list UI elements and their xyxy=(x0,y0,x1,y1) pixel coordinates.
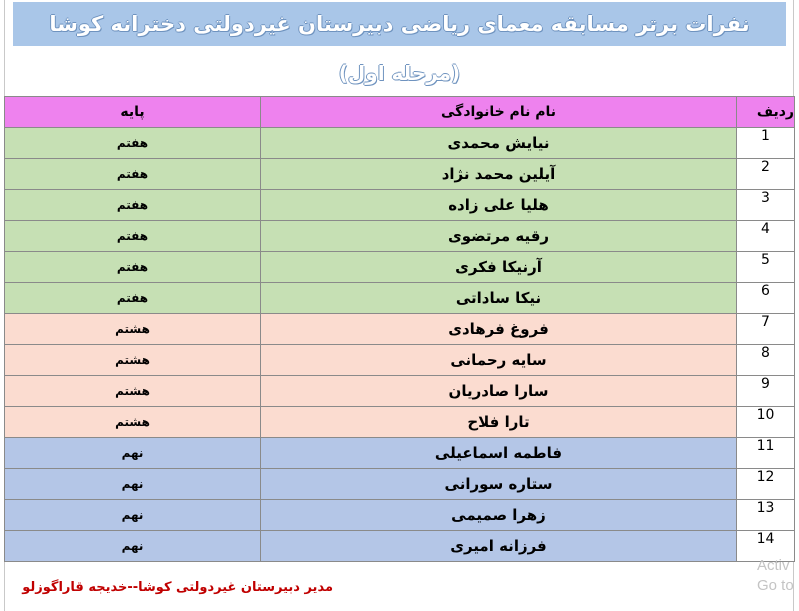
row-name: هلیا علی زاده xyxy=(261,190,737,221)
row-name: سارا صادریان xyxy=(261,376,737,407)
row-grade: هفتم xyxy=(5,159,261,190)
row-number: 1 xyxy=(737,128,795,159)
table-body xyxy=(5,128,795,562)
row-number: 11 xyxy=(737,438,795,469)
row-number: 4 xyxy=(737,221,795,252)
table-row xyxy=(5,438,795,469)
row-grade: هفتم xyxy=(5,283,261,314)
table-row xyxy=(5,221,795,252)
row-name: زهرا صمیمی xyxy=(261,500,737,531)
subtitle-text: (مرحله اول) xyxy=(338,61,461,85)
table-row xyxy=(5,159,795,190)
row-number: 13 xyxy=(737,500,795,531)
activation-watermark xyxy=(757,556,794,596)
header-grade: پایه xyxy=(5,97,261,128)
row-number: 9 xyxy=(737,376,795,407)
row-grade: نهم xyxy=(5,438,261,469)
watermark-line-2: Go to xyxy=(757,577,794,594)
page-title: نفرات برتر مسابقه معمای ریاضی دبیرستان غیردولتی دخترانه کوشا xyxy=(49,12,750,36)
row-name: نیکا ساداتی xyxy=(261,283,737,314)
row-name: نیایش محمدی xyxy=(261,128,737,159)
row-number: 10 xyxy=(737,407,795,438)
table-row xyxy=(5,283,795,314)
table-row xyxy=(5,376,795,407)
row-name: آیلین محمد نژاد xyxy=(261,159,737,190)
row-name: آرنیکا فکری xyxy=(261,252,737,283)
row-grade: هفتم xyxy=(5,221,261,252)
row-grade: هفتم xyxy=(5,128,261,159)
row-name: فرزانه امیری xyxy=(261,531,737,562)
footer-signature: مدیر دبیرستان غیردولتی کوشا--خدیجه قاراگوزلو xyxy=(22,580,333,595)
row-grade: نهم xyxy=(5,531,261,562)
row-name: فاطمه اسماعیلی xyxy=(261,438,737,469)
row-number: 8 xyxy=(737,345,795,376)
row-number: 7 xyxy=(737,314,795,345)
row-number: 14 xyxy=(737,531,795,562)
title-banner xyxy=(13,2,786,46)
table-row xyxy=(5,345,795,376)
winners-table xyxy=(4,96,795,562)
row-name: رقیه مرتضوی xyxy=(261,221,737,252)
row-name: سایه رحمانی xyxy=(261,345,737,376)
row-grade: نهم xyxy=(5,469,261,500)
row-number: 2 xyxy=(737,159,795,190)
row-number: 6 xyxy=(737,283,795,314)
row-grade: هشتم xyxy=(5,376,261,407)
row-name: تارا فلاح xyxy=(261,407,737,438)
table-row xyxy=(5,128,795,159)
table-row xyxy=(5,531,795,562)
row-grade: هفتم xyxy=(5,252,261,283)
row-name: ستاره سورانی xyxy=(261,469,737,500)
row-grade: هشتم xyxy=(5,314,261,345)
row-grade: هشتم xyxy=(5,407,261,438)
header-number: ردیف xyxy=(737,97,795,128)
watermark-line-1: Activ xyxy=(757,557,790,574)
table-row xyxy=(5,469,795,500)
header-name: نام نام خانوادگی xyxy=(261,97,737,128)
row-grade: نهم xyxy=(5,500,261,531)
table-row xyxy=(5,314,795,345)
row-number: 3 xyxy=(737,190,795,221)
row-number: 12 xyxy=(737,469,795,500)
row-grade: هفتم xyxy=(5,190,261,221)
row-grade: هشتم xyxy=(5,345,261,376)
table-row xyxy=(5,407,795,438)
table-row xyxy=(5,190,795,221)
page-subtitle xyxy=(0,56,799,90)
table-row xyxy=(5,252,795,283)
table-header-row xyxy=(5,97,795,128)
table-row xyxy=(5,500,795,531)
row-name: فروغ فرهادی xyxy=(261,314,737,345)
row-number: 5 xyxy=(737,252,795,283)
